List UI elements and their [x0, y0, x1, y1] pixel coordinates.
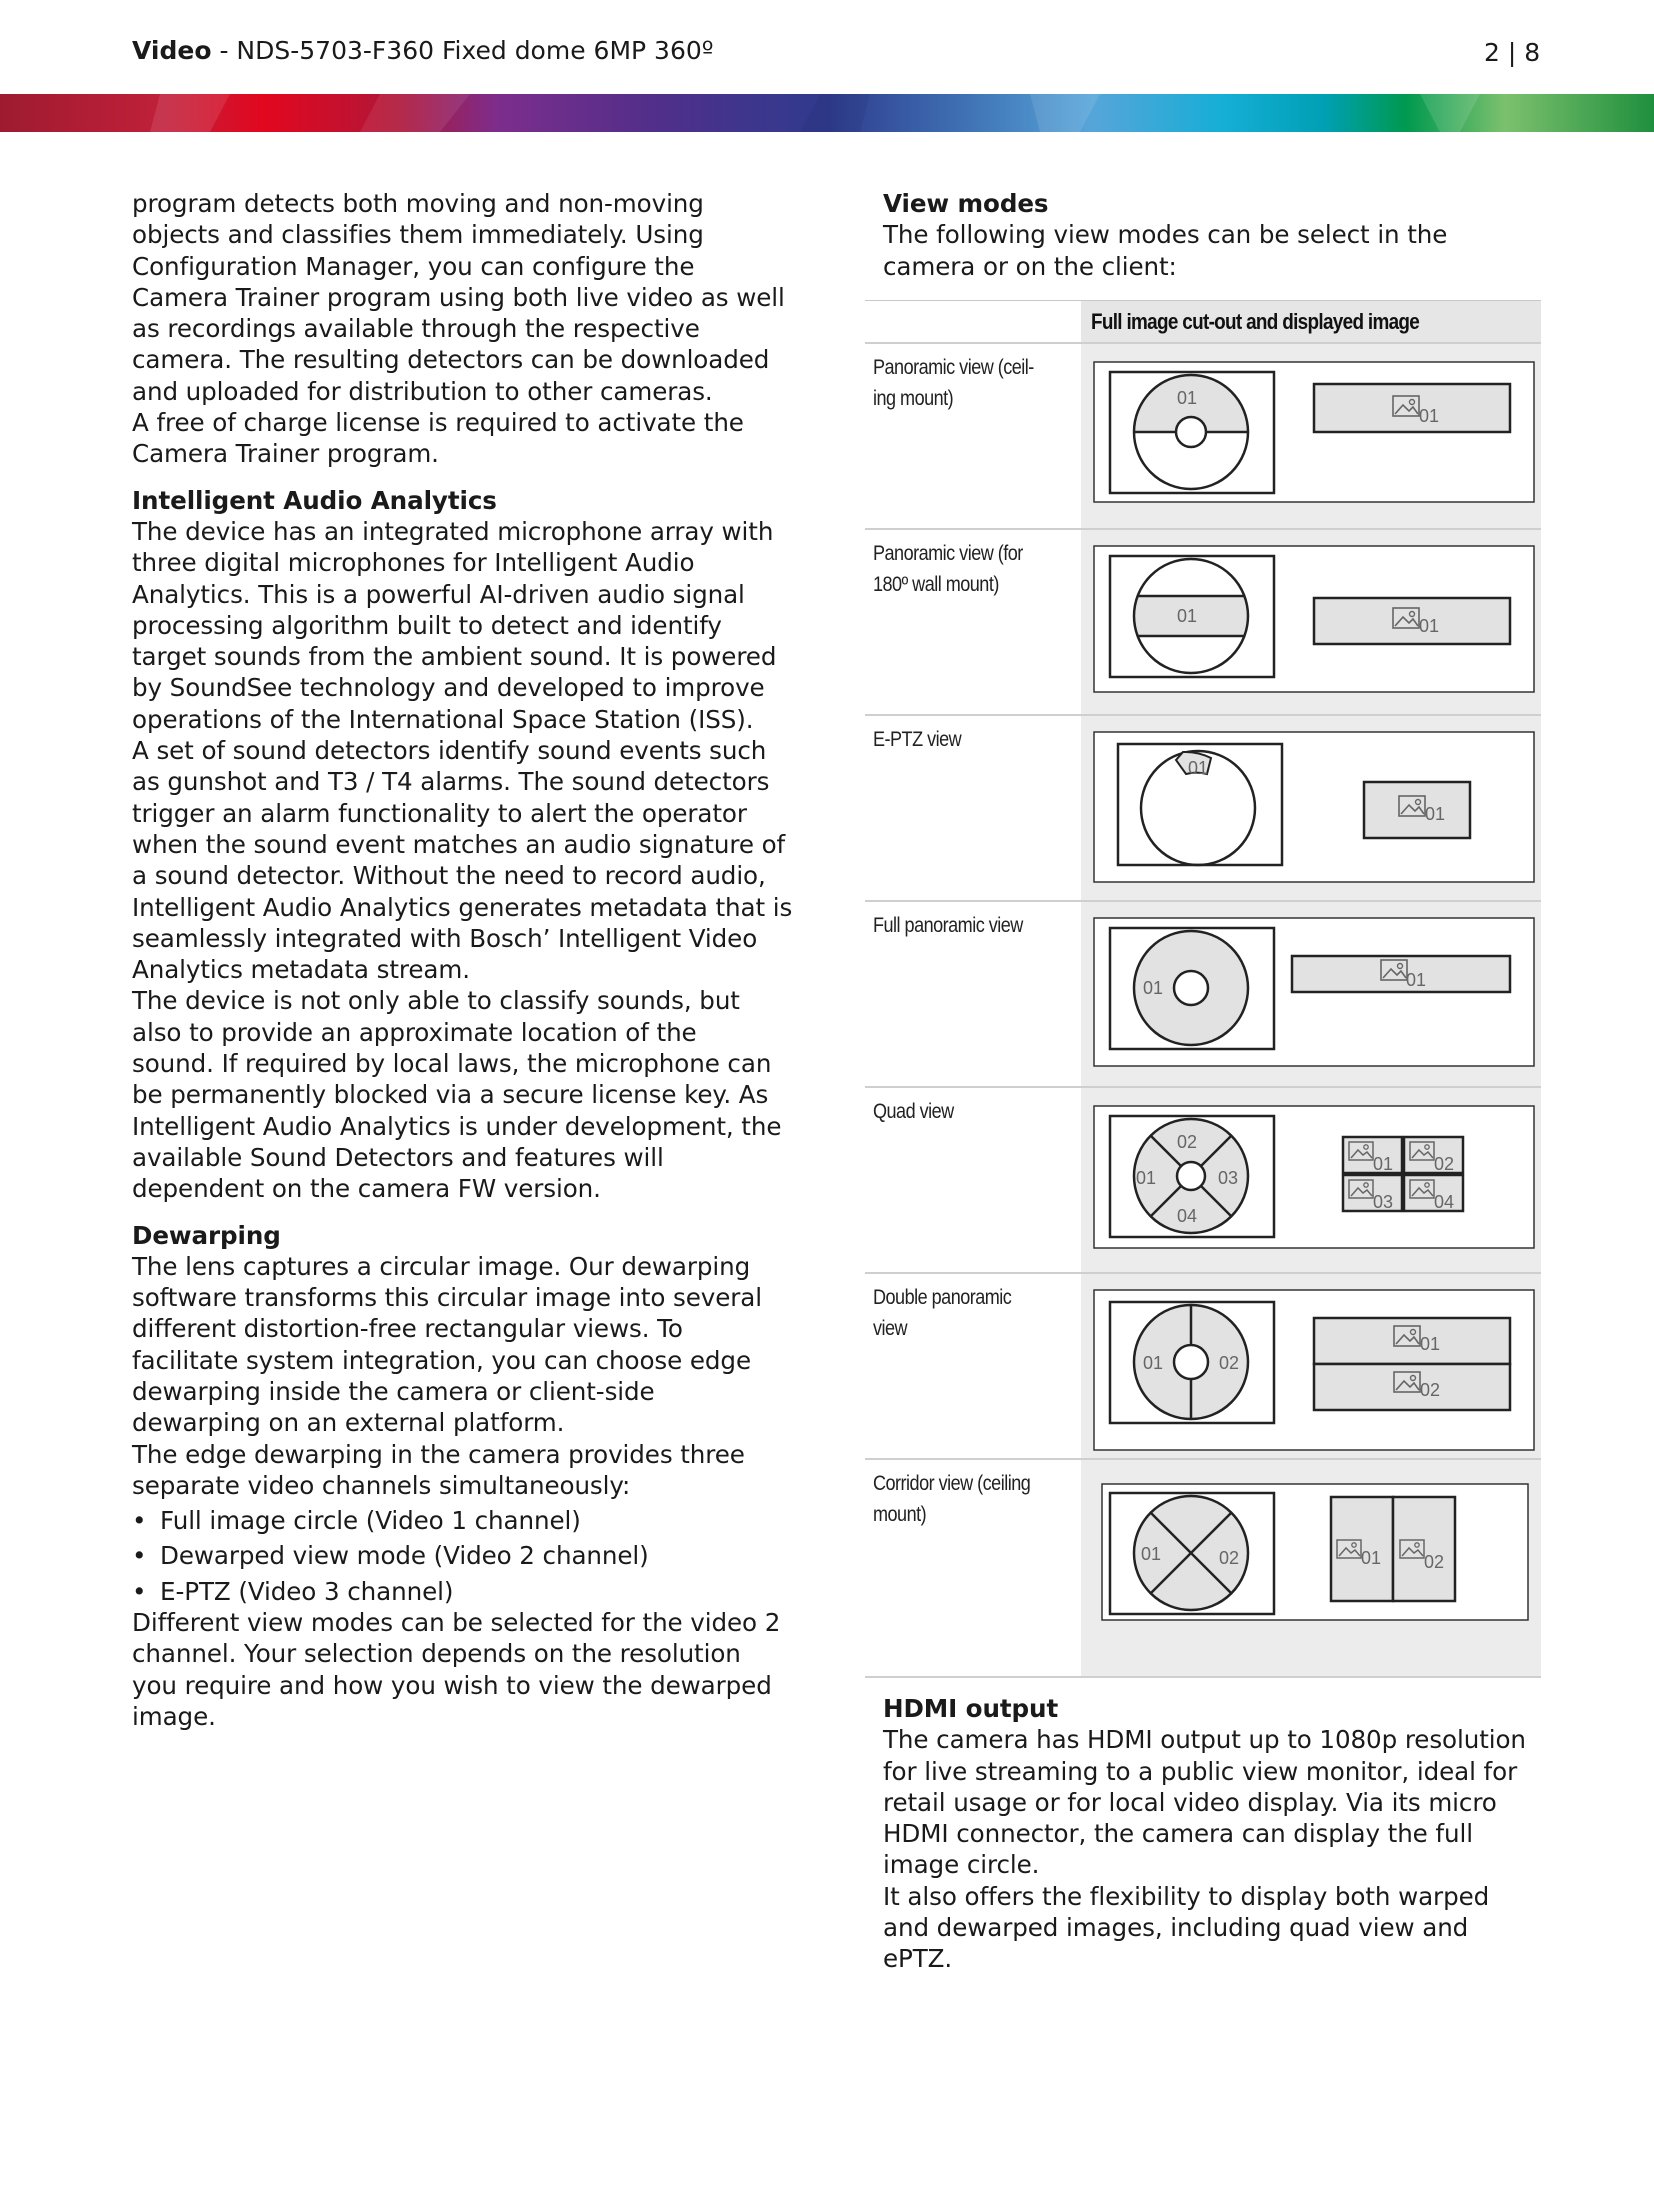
marker-02: 02	[1434, 1154, 1455, 1174]
audio-heading: Intelligent Audio Analytics	[132, 485, 497, 515]
view-modes-line: camera or on the client:	[883, 251, 1177, 281]
audio-line: processing algorithm built to detect and identify	[132, 610, 722, 640]
bullet-item: • E-PTZ (Video 3 channel)	[132, 1576, 454, 1606]
marker-04: 04	[1434, 1192, 1455, 1212]
hdmi-line: image circle.	[883, 1850, 1040, 1880]
dewarp-line: facilitate system integration, you can choose edge	[132, 1345, 751, 1375]
row-label: Panoramic view (ceil- ing mount)	[873, 356, 1034, 410]
hdmi-heading: HDMI output	[883, 1694, 1059, 1723]
dewarp-line: software transforms this circular image into several	[132, 1283, 762, 1313]
bullet-item: • Full image circle (Video 1 channel)	[132, 1506, 581, 1536]
dewarp-line: separate video channels simultaneously:	[132, 1470, 631, 1500]
row-label: Corridor view (ceiling mount)	[873, 1472, 1031, 1526]
table-bottom-rule	[865, 1676, 1541, 1678]
closing-line: Different view modes can be selected for the video 2	[132, 1608, 781, 1638]
hdmi-line: for live streaming to a public view monitor, ideal for	[883, 1756, 1518, 1786]
hdmi-line: The camera has HDMI output up to 1080p resolution	[883, 1725, 1526, 1755]
bullet-item: • Dewarped view mode (Video 2 channel)	[132, 1541, 649, 1571]
marker-01: 01	[1420, 1334, 1441, 1354]
row-diagram-cell	[1081, 716, 1541, 902]
audio-line: Analytics metadata stream.	[132, 955, 470, 985]
table-row-double-panoramic	[865, 1272, 1541, 1460]
audio-line: Intelligent Audio Analytics is under development, the	[132, 1111, 782, 1141]
closing-line: image.	[132, 1701, 216, 1731]
intro-line: as recordings available through the respective	[132, 314, 700, 344]
intro-line: program detects both moving and non-moving	[132, 189, 704, 218]
row-label: Panoramic view (for 180º wall mount)	[873, 542, 1023, 596]
intro-line: camera. The resulting detectors can be downloaded	[132, 345, 770, 375]
table-row-panoramic-wall	[865, 528, 1541, 716]
marker-01: 01	[1136, 1168, 1157, 1188]
table-row-quad	[865, 1086, 1541, 1274]
table-header	[865, 300, 1541, 343]
header-title	[132, 36, 714, 66]
closing-line: you require and how you wish to view the dewarped	[132, 1670, 772, 1700]
intro-line: A free of charge license is required to activate the	[132, 408, 744, 438]
row-diagram-cell	[1081, 902, 1541, 1088]
marker-04: 04	[1177, 1206, 1198, 1226]
audio-line: trigger an alarm functionality to alert the operator	[132, 798, 747, 828]
hdmi-line: It also offers the flexibility to display both warped	[883, 1881, 1490, 1911]
dewarp-line: The edge dewarping in the camera provides three	[132, 1439, 745, 1469]
dewarp-line: The lens captures a circular image. Our dewarping	[132, 1251, 751, 1281]
marker-01: 01	[1177, 606, 1198, 626]
intro-line: objects and classifies them immediately. Using	[132, 220, 704, 250]
audio-line: A set of sound detectors identify sound events such	[132, 736, 767, 766]
marker-03: 03	[1373, 1192, 1394, 1212]
marker-01: 01	[1143, 978, 1164, 998]
row-label: Full panoramic view	[873, 914, 1023, 937]
dewarp-heading: Dewarping	[132, 1220, 281, 1250]
eptz-diagram	[1081, 716, 1541, 902]
audio-line: when the sound event matches an audio signature of	[132, 829, 786, 859]
audio-line: by SoundSee technology and developed to improve	[132, 673, 765, 703]
marker-02: 02	[1219, 1353, 1240, 1373]
audio-line: operations of the International Space Station (ISS).	[132, 704, 754, 734]
audio-line: also to provide an approximate location of the	[132, 1017, 697, 1047]
marker-02: 02	[1420, 1380, 1441, 1400]
marker-01: 01	[1406, 970, 1427, 990]
audio-line: The device has an integrated microphone array with	[132, 516, 774, 546]
bullet-text: Full image circle (Video 1 channel)	[160, 1506, 581, 1536]
row-label: E-PTZ view	[873, 728, 962, 751]
hdmi-line: HDMI connector, the camera can display the full	[883, 1819, 1473, 1849]
page-number: 2 | 8	[1484, 38, 1541, 67]
audio-line: Analytics. This is a powerful AI-driven audio signal	[132, 579, 745, 609]
row-diagram-cell	[1081, 1274, 1541, 1460]
view-modes-intro	[883, 188, 1543, 282]
marker-02: 02	[1424, 1552, 1445, 1572]
left-column	[132, 188, 800, 1732]
header-subtitle: - NDS-5703-F360 Fixed dome 6MP 360º	[211, 36, 714, 65]
marker-02: 02	[1219, 1548, 1240, 1568]
double-panoramic-diagram	[1081, 1274, 1541, 1460]
marker-01: 01	[1188, 758, 1209, 778]
table-row-panoramic-ceiling	[865, 342, 1541, 530]
audio-line: Intelligent Audio Analytics generates metadata that is	[132, 892, 793, 922]
table-row-eptz	[865, 714, 1541, 902]
marker-01: 01	[1425, 804, 1446, 824]
header-brand: Video	[132, 36, 212, 65]
view-modes-table	[865, 300, 1541, 1678]
bullet-text: Dewarped view mode (Video 2 channel)	[160, 1541, 649, 1571]
marker-01: 01	[1419, 616, 1440, 636]
hdmi-line: ePTZ.	[883, 1944, 953, 1974]
marker-01: 01	[1419, 406, 1440, 426]
row-label: Quad view	[873, 1100, 954, 1123]
view-modes-heading: View modes	[883, 189, 1049, 218]
marker-01: 01	[1143, 1353, 1164, 1373]
view-modes-line: The following view modes can be select in the	[883, 220, 1448, 250]
bullet-text: E-PTZ (Video 3 channel)	[160, 1576, 454, 1606]
row-diagram-cell	[1081, 1460, 1541, 1678]
corridor-diagram	[1081, 1460, 1541, 1678]
row-label: Double panoramic view	[873, 1286, 1012, 1340]
audio-line: sound. If required by local laws, the microphone can	[132, 1049, 772, 1079]
audio-line: seamlessly integrated with Bosch’ Intelligent Video	[132, 923, 758, 953]
full-panoramic-diagram	[1081, 902, 1541, 1088]
color-band	[0, 94, 1654, 132]
audio-line: The device is not only able to classify sounds, but	[132, 986, 740, 1016]
marker-01: 01	[1177, 388, 1198, 408]
quad-diagram	[1081, 1088, 1541, 1274]
audio-line: a sound detector. Without the need to record audio,	[132, 861, 766, 891]
table-row-full-panoramic	[865, 900, 1541, 1088]
audio-line: dependent on the camera FW version.	[132, 1174, 601, 1204]
row-diagram-cell	[1081, 1088, 1541, 1274]
table-header-text: Full image cut-out and displayed image	[1091, 309, 1420, 334]
intro-line: Camera Trainer program.	[132, 439, 439, 469]
dewarp-line: dewarping on an external platform.	[132, 1408, 565, 1438]
hdmi-line: and dewarped images, including quad view and	[883, 1913, 1469, 1943]
audio-line: target sounds from the ambient sound. It is powered	[132, 642, 777, 672]
audio-line: as gunshot and T3 / T4 alarms. The sound detectors	[132, 767, 770, 797]
panoramic-ceiling-diagram	[1081, 344, 1541, 530]
panoramic-wall-diagram	[1081, 530, 1541, 716]
closing-line: channel. Your selection depends on the resolution	[132, 1639, 741, 1669]
dewarp-line: dewarping inside the camera or client-side	[132, 1376, 655, 1406]
marker-01: 01	[1373, 1154, 1394, 1174]
intro-line: Camera Trainer program using both live video as well	[132, 282, 785, 312]
table-row-corridor	[865, 1458, 1541, 1678]
marker-01: 01	[1361, 1548, 1382, 1568]
hdmi-section	[883, 1693, 1543, 1975]
marker-01: 01	[1141, 1544, 1162, 1564]
marker-02: 02	[1177, 1132, 1198, 1152]
hdmi-line: retail usage or for local video display. Via its micro	[883, 1787, 1497, 1817]
audio-line: three digital microphones for Intelligent Audio	[132, 548, 695, 578]
audio-line: available Sound Detectors and features will	[132, 1142, 664, 1172]
row-diagram-cell	[1081, 344, 1541, 530]
intro-line: and uploaded for distribution to other cameras.	[132, 376, 713, 406]
marker-03: 03	[1218, 1168, 1239, 1188]
audio-line: be permanently blocked via a secure license key. As	[132, 1080, 769, 1110]
dewarp-line: different distortion-free rectangular views. To	[132, 1314, 683, 1344]
row-diagram-cell	[1081, 530, 1541, 716]
intro-line: Configuration Manager, you can configure the	[132, 251, 695, 281]
